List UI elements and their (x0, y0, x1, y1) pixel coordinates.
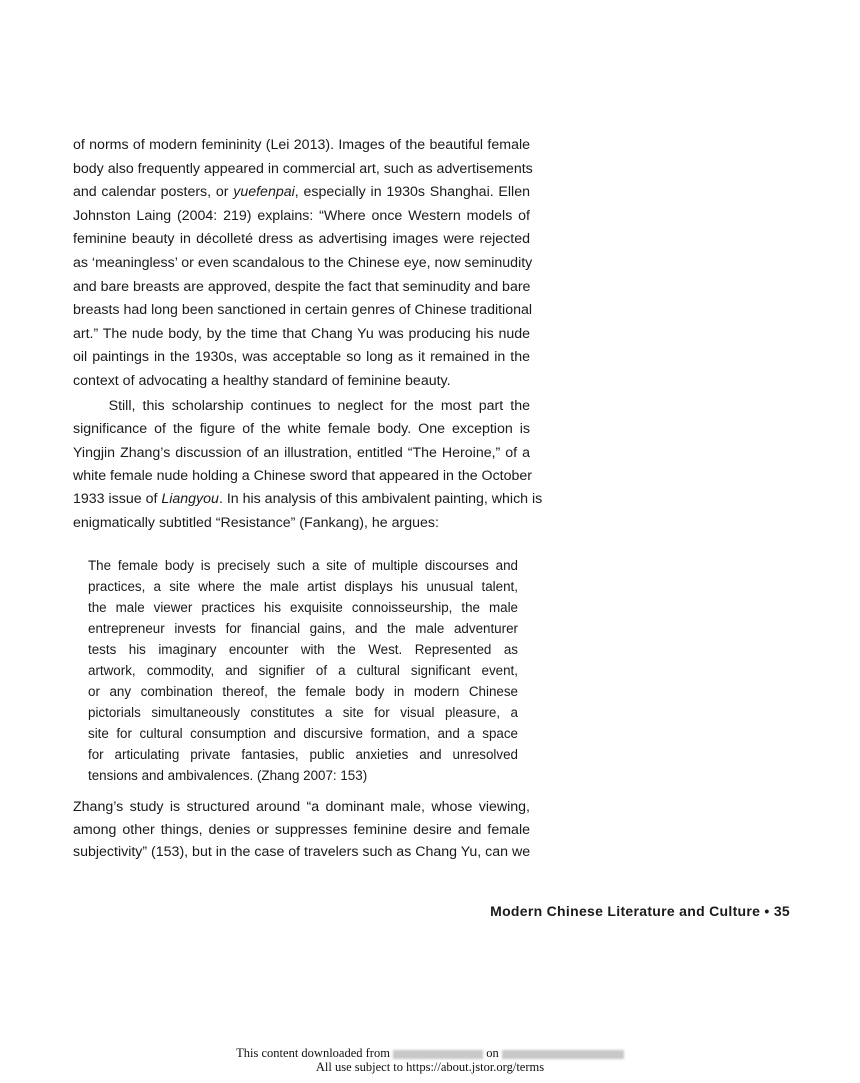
text-line: body also frequently appeared in commercial art, such as advertisements (73, 160, 533, 177)
text-line: and calendar posters, or yuefenpai, especially in 1930s Shanghai. Ellen (73, 184, 530, 201)
text-line: context of advocating a healthy standard of feminine beauty. (73, 373, 451, 389)
text-line: artwork, commodity, and signifier of a cultural significant event, (88, 663, 518, 678)
text-line: enigmatically subtitled “Resistance” (Fankang), he argues: (73, 514, 439, 531)
text-line: and bare breasts are approved, despite the fact that seminudity and bare (73, 278, 531, 295)
jstor-terms-notice: All use subject to https://about.jstor.org/terms (315, 1060, 545, 1074)
text-line: tensions and ambivalences. (Zhang 2007: 153) (88, 768, 368, 783)
text-line: oil paintings in the 1930s, was acceptable so long as it remained in the (73, 349, 530, 366)
text-line: subjectivity” (153), but in the case of travelers such as Chang Yu, can we (73, 844, 531, 861)
text-line: art.” The nude body, by the time that Chang Yu was producing his nude (73, 325, 530, 342)
text-line: Johnston Laing (2004: 219) explains: “Where once Western models of (73, 207, 530, 224)
text-line: white female nude holding a Chinese sword that appeared in the October (73, 467, 533, 484)
text-line: significance of the figure of the white female body. One exception is (73, 421, 530, 438)
text-line: feminine beauty in décolleté dress as advertising images were rejected (73, 231, 530, 248)
running-footer: Modern Chinese Literature and Culture • 35 (490, 903, 790, 919)
text-line: pictorials simultaneously constitutes a site for visual pleasure, a (88, 705, 518, 720)
jstor-download-notice (0, 1046, 860, 1061)
text-line: practices, a site where the male artist displays his unusual talent, (88, 579, 518, 594)
text-line: of norms of modern femininity (Lei 2013). Images of the beautiful female (73, 137, 530, 153)
text-line: for articulating private fantasies, public anxieties and unresolved (88, 747, 518, 762)
text-line: Still, this scholarship continues to neglect for the most part the (73, 398, 530, 414)
text-line: among other things, denies or suppresses feminine desire and female (73, 821, 530, 838)
download-on: on (486, 1046, 499, 1060)
text-line: as ‘meaningless’ or even scandalous to the Chinese eye, now seminudity (73, 255, 533, 271)
text-line: entrepreneur invests for financial gains, and the male adventurer (88, 621, 518, 636)
redacted-ip (393, 1050, 483, 1059)
text-line: The female body is precisely such a site of multiple discourses and (88, 558, 518, 573)
text-line: the male viewer practices his exquisite connoisseurship, the male (88, 600, 518, 615)
text-line: Zhang’s study is structured around “a dominant male, whose viewing, (73, 799, 530, 815)
text-line: 1933 issue of Liangyou. In his analysis of this ambivalent painting, which is (73, 491, 543, 508)
text-line: breasts had long been sanctioned in certain genres of Chinese traditional (73, 302, 533, 319)
download-prefix: This content downloaded from (236, 1046, 390, 1060)
text-line: Yingjin Zhang’s discussion of an illustration, entitled “The Heroine,” of a (73, 444, 530, 461)
text-line: site for cultural consumption and discursive formation, and a space (88, 726, 518, 741)
redacted-timestamp (502, 1050, 624, 1059)
text-line: or any combination thereof, the female body in modern Chinese (88, 684, 518, 699)
text-line: tests his imaginary encounter with the West. Represented as (88, 642, 518, 657)
